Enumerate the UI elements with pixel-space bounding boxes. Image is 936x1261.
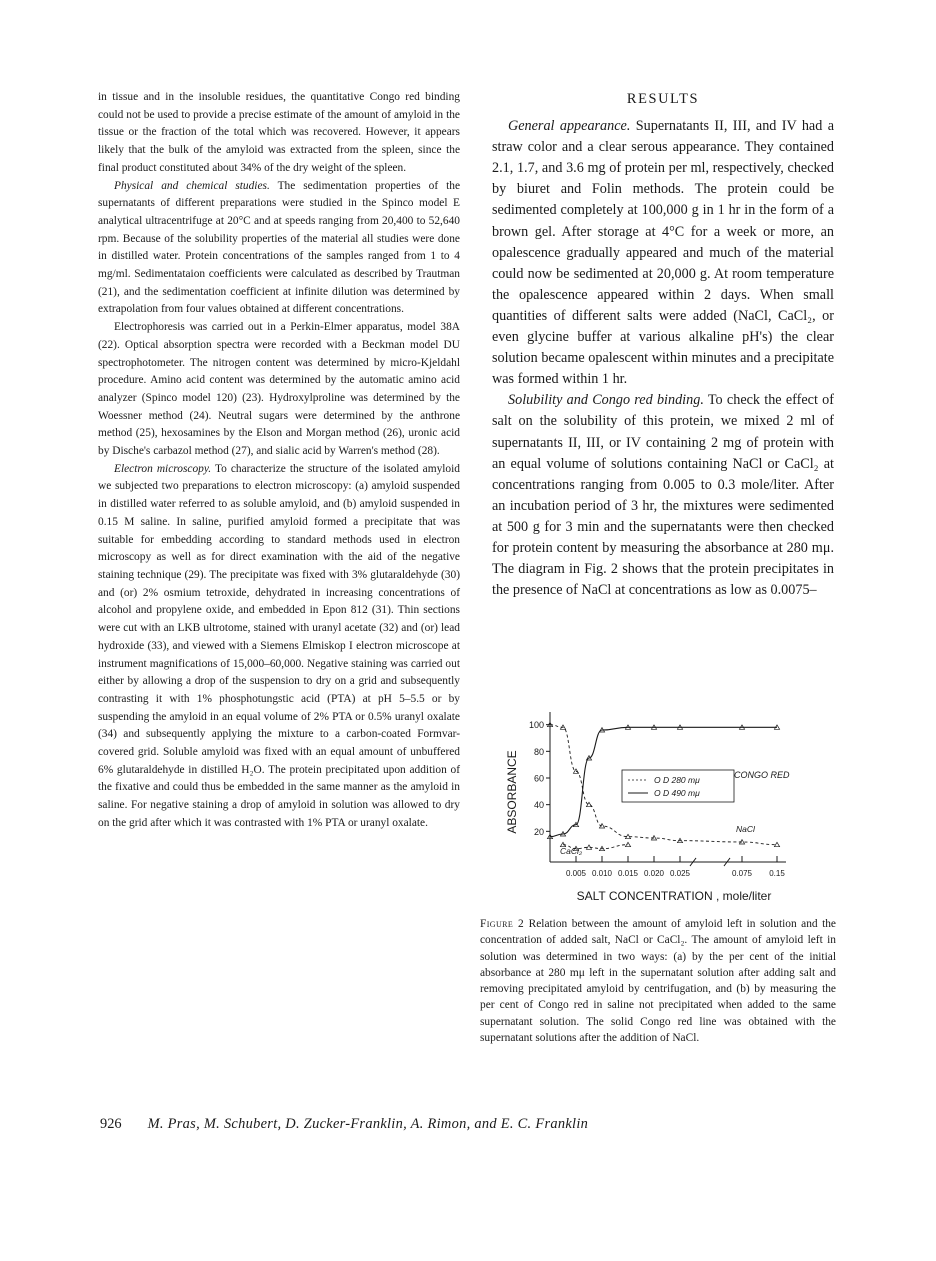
x-tick-label: 0.010 — [591, 869, 613, 878]
paragraph-text: The sedimentation properties of the supernatants of different preparations were studied in the Spinco model E analytical ultracentrifuge at 20°C and at speeds ranging from 20,400 to 52,640 rpm. Because of the solubility properties of the material all studies were done in distilled water. Protein concentrations of the samples ranged from 1 to 4 mg/ml. Sedimentataion coefficients were calculated as described by Trautman (21), and the sedimentation coefficient at infinite dilution was determined by extrapolation from four values obtained at different concentrations. — [98, 179, 460, 316]
y-tick-label: 80 — [533, 746, 544, 757]
y-axis-label: ABSORBANCE — [505, 750, 519, 834]
data-point-marker — [586, 802, 591, 806]
figure-label: Figure 2 — [480, 918, 525, 930]
legend-label-490: O D 490 mμ — [654, 788, 700, 798]
x-tick-label: 0.005 — [565, 869, 587, 878]
annotation-cacl2: CaCl₂ — [560, 846, 583, 856]
annotation-congo-red: CONGO RED — [734, 770, 790, 780]
annotation-nacl: NaCl — [736, 824, 755, 834]
left-column — [98, 89, 460, 833]
paragraph-text: To check the effect of salt on the solubility of this protein, we mixed 2 ml of supernatants II, III, or IV containing 2 mg of protein with an equal volume of solutions containing NaCl or CaCl₂ at concentrations ranging from 0.005 to 0.3 mole/liter. After an incubation period of 3 hr, the mixtures were sedimented at 500 g for 3 min and the supernatants were then checked for protein content by measuring the absorbance at 280 mμ. The diagram in Fig. 2 shows that the protein precipitates in the presence of NaCl at concentrations as low as 0.0075– — [492, 392, 834, 599]
authors-line: M. Pras, M. Schubert, D. Zucker-Franklin, A. Rimon, and E. C. Franklin — [147, 1116, 589, 1132]
x-axis-label: SALT CONCENTRATION , mole/liter — [576, 889, 772, 903]
paragraph: Electrophoresis was carried out in a Perkin-Elmer apparatus, model 38A (22). Optical absorption spectra were recorded with a Beckman model DU spectrophotometer. The nitrogen content was determined by micro-Kjeldahl procedure. Amino acid content was determined by the automatic amino acid analyzer (Spinco model 120) (23). Hydroxylproline was determined by the Woessner method (24). Neutral sugars were determined by the anthrone method (25), hexosamines by the Elson and Morgan method (26), uronic acid by Dische's carbazol method (27), and sialic acid by Warren's method (28). — [98, 321, 460, 458]
paragraph: in tissue and in the insoluble residues, the quantitative Congo red binding could not be used to provide a precise estimate of the amount of amyloid in the tissue or the fraction of the total which was recovered. However, it appears likely that the bulk of the amyloid was extracted from the spleen, since the final product constituted about 34% of the dry weight of the spleen. — [98, 91, 460, 174]
page-footer — [100, 1116, 840, 1133]
paragraph-text: Supernatants II, III, and IV had a straw color and a clear serous appearance. They contained 2.1, 1.7, and 3.6 mg of protein per ml, respectively, checked by biuret and Folin methods. The protein could be sedimented completely at 100,000 g in 1 hr in the form of a brown gel. After storage at 4°C for a week or more, an opalescence gradually appeared and much of the material could now be sedimented at 20,000 g. At room temperature the opalescence appeared within 2 days. When small quantities of different salts were added (NaCl, CaCl₂, or even glycine buffer at various alkaline pH's) the clear solution became opalescent within minutes and a precipitate was formed within 1 hr. — [492, 118, 834, 388]
section-heading: RESULTS — [626, 91, 700, 107]
paragraph — [98, 178, 460, 320]
x-tick-label: 0.025 — [669, 869, 691, 878]
data-point-marker — [625, 842, 630, 846]
paragraph — [492, 116, 834, 390]
y-tick-label: 40 — [533, 800, 544, 811]
y-tick-label: 60 — [533, 773, 544, 784]
data-point-marker — [774, 842, 779, 846]
x-tick-label: 0.020 — [643, 869, 665, 878]
y-tick-label: 20 — [533, 826, 544, 837]
paragraph-text: To characterize the structure of the isolated amyloid we subjected two preparations to electron microscopy: (a) amyloid suspended in distilled water referred to as soluble amyloid, and (b) amyloid suspended in 0.15 M saline. In saline, purified amyloid formed a precipitate that was suitable for embedding according to standard methods used in electron microscopy as well as for direct examination with the aid of the negative staining technique (29). The precipitate was fixed with 3% glutaraldehyde (30) and (or) 2% osmium tetroxide, dehydrated in increasing concentrations of alcohol and propylene oxide, and embedded in Epon 812 (31). Thin sections were cut with an LKB ultrotome, stained with uranyl acetate (32) and (or) lead hydroxide (33), and viewed with a Siemens Elmiskop I electron microscope at instrument magnifications of 15,000–60,000. Negative staining was carried out either by allowing a drop of the suspension to dry on a grid and subsequently contrasting it with 1% phosphotungstic acid (PTA) at pH 5–5.5 or by suspending the amyloid in an equal volume of 2% PTA or 0.5% uranyl oxalate (34) and subsequently applying the mixture to a carbon-coated Formvar-covered grid. Soluble amyloid was fixed with an equal amount of unbuffered 6% glutaraldehyde in distilled H₂O. The protein precipitated upon addition of the fixative and could thus be embedded in the same manner as the amyloid in saline. For negative staining a drop of amyloid in solution was allowed to dry on the grid after which it was contrasted with 1% PTA or uranyl oxalate. — [98, 462, 460, 829]
page-number: 926 — [100, 1116, 122, 1132]
right-column — [492, 89, 834, 601]
x-tick-label: 0.075 — [731, 869, 753, 878]
run-in-heading: General appearance. — [508, 118, 631, 135]
paragraph — [98, 461, 460, 833]
chart-svg — [490, 700, 836, 910]
run-in-heading: Solubility and Congo red binding. — [508, 392, 704, 409]
legend-label-280: O D 280 mμ — [654, 775, 700, 785]
run-in-heading: Electron microscopy. — [114, 462, 212, 475]
figure-2-chart — [490, 700, 836, 910]
legend — [622, 770, 734, 802]
paragraph — [492, 390, 834, 601]
x-tick-label: 0.015 — [617, 869, 639, 878]
caption-text: Relation between the amount of amyloid left in solution and the concentration of added salt, NaCl or CaCl₂. The amount of amyloid left in solution was determined in two ways: (a) by the per cent of the initial absorbance at 280 mμ left in the supernatant solution after adding salt and removing precipitated amyloid by centrifugation, and (b) by measuring the per cent of Congo red in saline not precipitated when added to the same supernatant solution. The solid Congo red line was obtained with the supernatant solutions after the addition of NaCl. — [480, 918, 836, 1045]
run-in-heading: Physical and chemical studies. — [114, 179, 270, 192]
figure-caption — [480, 916, 836, 1046]
y-tick-label: 100 — [528, 720, 544, 731]
x-tick-label: 0.15 — [769, 869, 785, 878]
